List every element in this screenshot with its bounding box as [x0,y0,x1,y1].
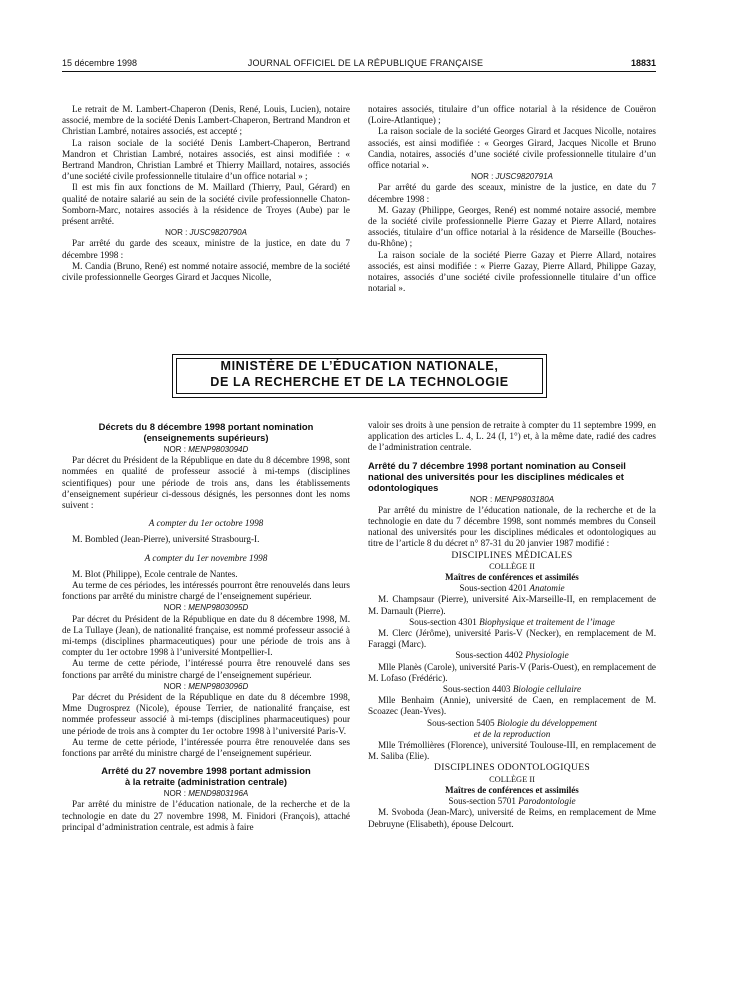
nor-reference: NOR : MENP9803096D [163,681,249,691]
paragraph: Mlle Benhaim (Annie), université de Caen, en remplacement de M. Scoazec (Jean-Yves). [368,695,656,717]
bottom-left-column [62,421,350,833]
ministry-line: DE LA RECHERCHE ET DE LA TECHNOLOGIE [210,374,509,389]
subsection-heading: Sous-section 4402 Physiologie [455,650,569,661]
subsection-heading: Sous-section 4201 Anatomie [459,583,565,594]
ministry-line: MINISTÈRE DE L’ÉDUCATION NATIONALE, [220,359,499,373]
paragraph: Mlle Trémollières (Florence), université Toulouse-III, en remplacement de M. Saliba (Elie). [368,740,656,762]
paragraph: Au terme de cette période, l’intéressée pourra être renouvelée dans ses fonctions par arrêté du ministre chargé de l’enseignement supérieur. [62,736,350,759]
subsection-heading: Sous-section 5701 Parodontologie [448,796,576,807]
paragraph: valoir ses droits à une pension de retraite à compter du 11 septembre 1999, en application des articles L. 4, L. 24 (I, 1°) et, à la même date, radié des cadres de l’administration centrale. [368,420,656,453]
paragraph: Par arrêté du ministre de l’éducation nationale, de la recherche et de la technologie en date du 27 novembre 1998, M. Finidori (François), attaché principal d’administration centrale, est admis à faire [62,799,350,832]
paragraph: Le retrait de M. Lambert-Chaperon (Denis, René, Louis, Lucien), notaire associé, membre de la société Denis Lambert-Chaperon, Bertrand Mandron et Christian Lambré, notaires associés, est accepté ; [62,104,350,137]
paragraph: Au terme de cette période, l’intéressé pourra être renouvelé dans ses fonctions par arrêté du ministre chargé de l’enseignement supérieur. [62,658,350,680]
paragraph: M. Svoboda (Jean-Marc), université de Reims, en remplacement de Mme Debruyne (Elisabeth), épouse Delcourt. [368,807,656,829]
date-line: A compter du 1er novembre 1998 [144,552,268,563]
paragraph: M. Gazay (Philippe, Georges, René) est nommé notaire associé, membre de la société civile professionnelle Pierre Gazay et Pierre Allard, notaires associés, titulaire d’un office notarial à la résidence de Marseille (Bouches-du-Rhône) ; [368,204,656,249]
paragraph: Au terme de ces périodes, les intéressés pourront être renouvelés dans leurs fonctions par arrêté du ministre chargé de l’enseignement supérieur. [62,580,350,602]
bottom-right-column [368,420,656,830]
paragraph: M. Candia (Bruno, René) est nommé notaire associé, membre de la société civile professionnelle Georges Girard et Jacques Nicolle, [62,260,350,283]
paragraph: Par décret du Président de la République en date du 8 décembre 1998, sont nommées en qualité de professeur associé à mi-temps (disciplines scientifiques) pour une période de trois ans, dans les établissements d’enseignement supérieur ci-dessous désignés, les personnes dont les noms suivent : [62,455,350,511]
header-date: 15 décembre 1998 [62,58,138,68]
rank-heading: Maîtres de conférences et assimilés [445,784,579,795]
ministry-box [172,354,547,398]
college-heading: COLLÈGE II [489,774,535,784]
paragraph: La raison sociale de la société Georges Girard et Jacques Nicolle, notaires associés, est ainsi modifiée : « Georges Girard, Jacques Nicolle et Bruno Candia, notaires, associés d’une société civile professionnelle titulaire d’un office notarial ». [368,126,656,171]
journal-title: JOURNAL OFFICIEL DE LA RÉPUBLIQUE FRANÇAISE [247,58,484,68]
section-heading: (enseignements supérieurs) [143,432,269,443]
rank-heading: Maîtres de conférences et assimilés [445,572,579,583]
nor-reference: NOR : MENP9803095D [163,603,249,613]
paragraph: M. Bombled (Jean-Pierre), université Strasbourg-I. [72,534,260,545]
paragraph: Par arrêté du garde des sceaux, ministre de la justice, en date du 7 décembre 1998 : [62,238,350,260]
section-heading: Arrêté du 7 décembre 1998 portant nomination au Conseil national des universités pour les disciplines médicales et odontologiques [368,459,626,493]
nor-reference: NOR : JUSC9820790A [165,228,247,238]
paragraph: Par décret du Président de la République en date du 8 décembre 1998, Mme Dugrosprez (Nicole), épouse Terrier, de nationalité française, est nommée professeur associé à mi-temps (disciplines pharmaceutiques) pour une période de trois ans à compter du 1er octobre 1998 à l’université Paris-V. [62,692,350,736]
header-rule [62,71,656,72]
subsection-heading: Sous-section 4301 Biophysique et traitement de l’image [409,616,615,627]
paragraph: Par décret du Président de la République en date du 8 décembre 1998, M. de La Tullaye (Jean), de nationalité française, est nommé professeur associé à mi-temps (disciplines pharmaceutiques) pour une période de trois ans à compter du 1er octobre 1998 à l’université Montpellier-I. [62,613,350,658]
paragraph: Par arrêté du ministre de l’éducation nationale, de la recherche et de la technologie en date du 7 décembre 1998, sont nommés membres du Conseil national des universités pour les disciplines médicales et odontologiques au titre de l’article 8 du décret n° 87-31 du 20 janvier 1987 modifié : [368,504,656,549]
college-heading: COLLÈGE II [489,561,535,571]
nor-reference: NOR : MENP9803094D [163,445,249,454]
paragraph: La raison sociale de la société Pierre Gazay et Pierre Allard, notaires associés, est ainsi modifiée : « Pierre Gazay, Pierre Allard, Philippe Gazay, notaires, associés d’une société civile professionnelle titulaire d’un office notarial ». [368,249,656,294]
paragraph: Mlle Planès (Carole), université Paris-V (Paris-Ouest), en remplacement de M. Lofaso (Frédéric). [368,661,656,683]
paragraph: notaires associés, titulaire d’un office notarial à la résidence de Couëron (Loire-Atlantique) ; [368,104,656,126]
paragraph: M. Clerc (Jérôme), université Paris-V (Necker), en remplacement de M. Faraggi (Marc). [368,628,656,650]
paragraph: Par arrêté du garde des sceaux, ministre de la justice, en date du 7 décembre 1998 : [368,182,656,204]
paragraph: La raison sociale de la société Denis Lambert-Chaperon, Bertrand Mandron et Christian Lambré, notaires associés, est ainsi modifiée : « Bertrand Mandron, Christian Lambré et Thierry Maillard, notaires, associés d’une société civile professionnelle titulaire d’un office notarial » ; [62,137,350,182]
discipline-heading: DISCIPLINES MÉDICALES [451,549,573,561]
subsection-heading: Sous-section 4403 Biologie cellulaire [442,684,582,695]
section-heading: à la retraite (administration centrale) [124,776,288,788]
top-left-column [62,104,350,283]
paragraph: Il est mis fin aux fonctions de M. Maillard (Thierry, Paul, Gérard) en qualité de notaire salarié au sein de la société civile professionnelle Chaton-Somborn-Marc, notaires associés à la résidence de Troyes (Aube) par le présent arrêté. [62,182,350,227]
nor-reference: NOR : MENP9803180A [469,494,555,504]
date-line: A compter du 1er octobre 1998 [148,518,264,529]
nor-reference: NOR : JUSC9820791A [471,172,553,182]
paragraph: M. Blot (Philippe), Ecole centrale de Nantes. [72,568,238,579]
discipline-heading: DISCIPLINES ODONTOLOGIQUES [433,762,591,774]
top-right-column [368,104,656,294]
section-heading: Arrêté du 27 novembre 1998 portant admission [101,765,311,777]
section-heading: Décrets du 8 décembre 1998 portant nomination [98,421,314,432]
paragraph: M. Champsaur (Pierre), université Aix-Marseille-II, en remplacement de M. Darnault (Pierre). [368,594,656,616]
nor-reference: NOR : MEND9803196A [163,789,249,799]
ministry-title [176,358,543,394]
subsection-heading: et de la reproduction [473,728,551,739]
page-number: 18831 [630,58,656,68]
subsection-heading: Sous-section 5405 Biologie du développement [427,717,597,728]
